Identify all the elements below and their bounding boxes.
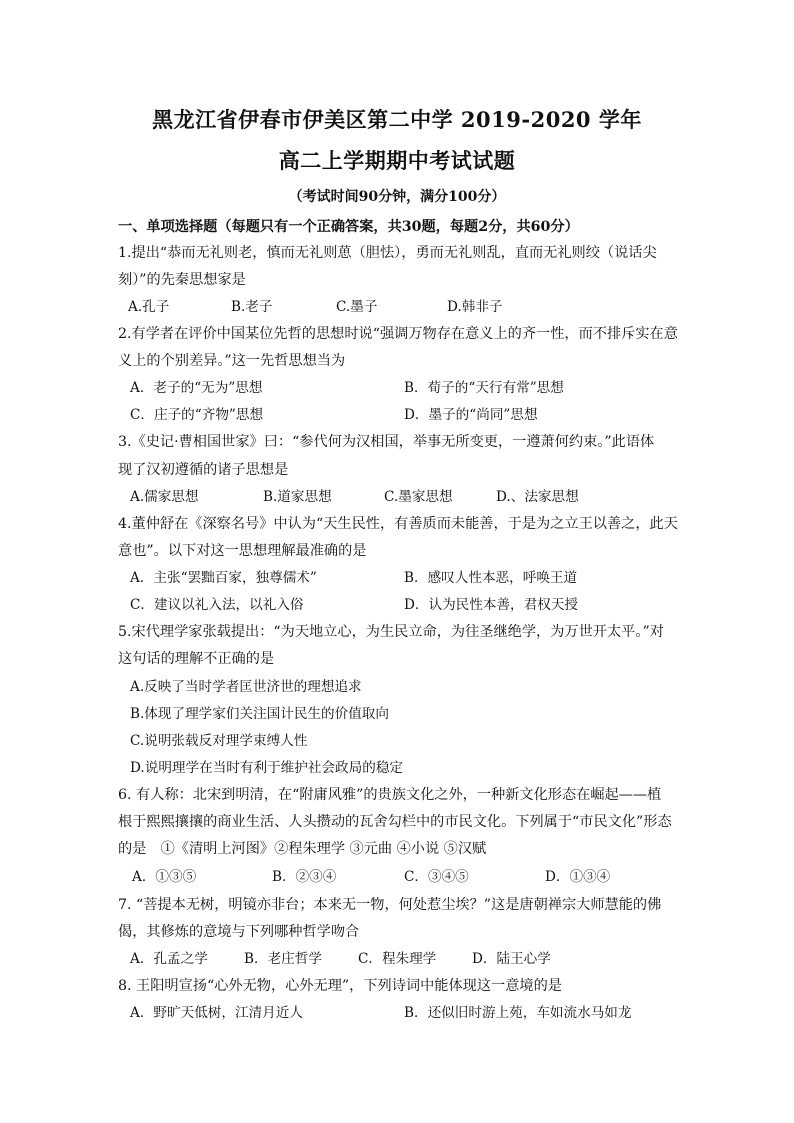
exam-subtitle: （考试时间90分钟，满分100分） [288, 189, 506, 205]
question-2-line-2: 义上的个别差异。”这一先哲思想当为 [118, 353, 346, 369]
question-5-option-b: B.体现了理学家们关注国计民生的价值取向 [130, 706, 389, 722]
question-7-line-2: 偈，其修炼的意境与下列哪种哲学吻合 [118, 924, 360, 940]
question-3-line-1: 3.《史记·曹相国世家》曰：“参代何为汉相国，举事无所变更，一遵萧何约束。”此语体 [118, 434, 655, 450]
question-2-option-d: D．墨子的“尚同”思想 [404, 407, 538, 423]
question-6-option-c: C．③④⑤ [404, 869, 469, 885]
exam-title-line2: 高二上学期期中考试试题 [278, 148, 516, 173]
question-7-line-1: 7. “菩提本无树，明镜亦非台；本来无一物，何处惹尘埃？”这是唐朝禅宗大师慧能的佛 [118, 897, 662, 913]
question-1-option-a: A.孔子 [128, 299, 170, 315]
question-8-line-1: 8. 王阳明宣扬“心外无物，心外无理”，下列诗词中能体现这一意境的是 [118, 978, 562, 994]
question-3-line-2: 现了汉初遵循的诸子思想是 [118, 462, 289, 478]
question-4-option-a: A．主张“罢黜百家，独尊儒术” [130, 570, 317, 586]
question-5-line-2: 这句话的理解不正确的是 [118, 651, 275, 667]
question-2-line-1: 2.有学者在评价中国某位先哲的思想时说“强调万物存在意义上的齐一性，而不排斥实在意 [118, 326, 678, 342]
question-3-option-b: B.道家思想 [263, 489, 332, 505]
question-3-option-c: C.墨家思想 [384, 489, 453, 505]
question-6-option-b: B．②③④ [272, 869, 337, 885]
question-6-line-2: 根于熙熙攘攘的商业生活、人头攒动的瓦舍勾栏中的市民文化。下列属于“市民文化”形态 [118, 814, 672, 830]
question-6-option-d: D．①③④ [545, 869, 611, 885]
question-5-option-c: C.说明张载反对理学束缚人性 [130, 733, 308, 749]
question-2-option-c: C．庄子的“齐物”思想 [130, 407, 264, 423]
question-7-option-a: A．孔孟之学 [130, 951, 208, 967]
question-6-line-3: 的是 ①《清明上河图》②程朱理学 ③元曲 ④小说 ⑤汉赋 [118, 841, 487, 857]
question-5-line-1: 5.宋代理学家张载提出：“为天地立心，为生民立命，为往圣继绝学，为万世开太平。”对 [118, 624, 664, 640]
question-1-line-1: 1.提出“恭而无礼则老，慎而无礼则葸（胆怯），勇而无礼则乱，直而无礼则绞（说话尖 [118, 245, 657, 261]
section-heading: 一、单项选择题（每题只有一个正确答案，共30题，每题2分，共60分） [118, 219, 579, 235]
question-2-option-a: A．老子的“无为”思想 [130, 380, 263, 396]
exam-title-line1: 黑龙江省伊春市伊美区第二中学 2019-2020 学年 [152, 107, 642, 132]
question-5-option-d: D.说明理学在当时有利于维护社会政局的稳定 [130, 760, 404, 776]
question-8-option-a: A．野旷天低树，江清月近人 [130, 1005, 303, 1021]
question-4-option-c: C．建议以礼入法，以礼入俗 [130, 597, 304, 613]
question-6-line-1: 6. 有人称：北宋到明清，在“附庸风雅”的贵族文化之外，一种新文化形态在崛起——植 [118, 787, 662, 803]
question-1-option-b: B.老子 [231, 299, 273, 315]
question-7-option-c: C．程朱理学 [358, 951, 437, 967]
question-8-option-b: B．还似旧时游上苑，车如流水马如龙 [404, 1005, 632, 1021]
question-5-option-a: A.反映了当时学者匡世济世的理想追求 [130, 679, 362, 695]
question-1-line-2: 刻）”的先秦思想家是 [118, 272, 246, 288]
question-1-option-d: D.韩非子 [447, 299, 503, 315]
question-2-option-b: B．荀子的“天行有常”思想 [404, 380, 564, 396]
question-4-line-1: 4.董仲舒在《深察名号》中认为“天生民性，有善质而未能善，于是为之立王以善之，此天 [118, 516, 678, 532]
question-7-option-b: B．老庄哲学 [244, 951, 322, 967]
question-1-option-c: C.墨子 [336, 299, 378, 315]
question-4-option-d: D．认为民性本善，君权天授 [404, 597, 579, 613]
question-4-option-b: B．感叹人性本恶，呼唤王道 [404, 570, 578, 586]
question-7-option-d: D．陆王心学 [472, 951, 551, 967]
question-3-option-a: A.儒家思想 [130, 489, 199, 505]
question-4-line-2: 意也”。以下对这一思想理解最准确的是 [118, 543, 367, 559]
question-6-option-a: A．①③⑤ [132, 869, 197, 885]
question-3-option-d: D.、法家思想 [496, 489, 579, 505]
